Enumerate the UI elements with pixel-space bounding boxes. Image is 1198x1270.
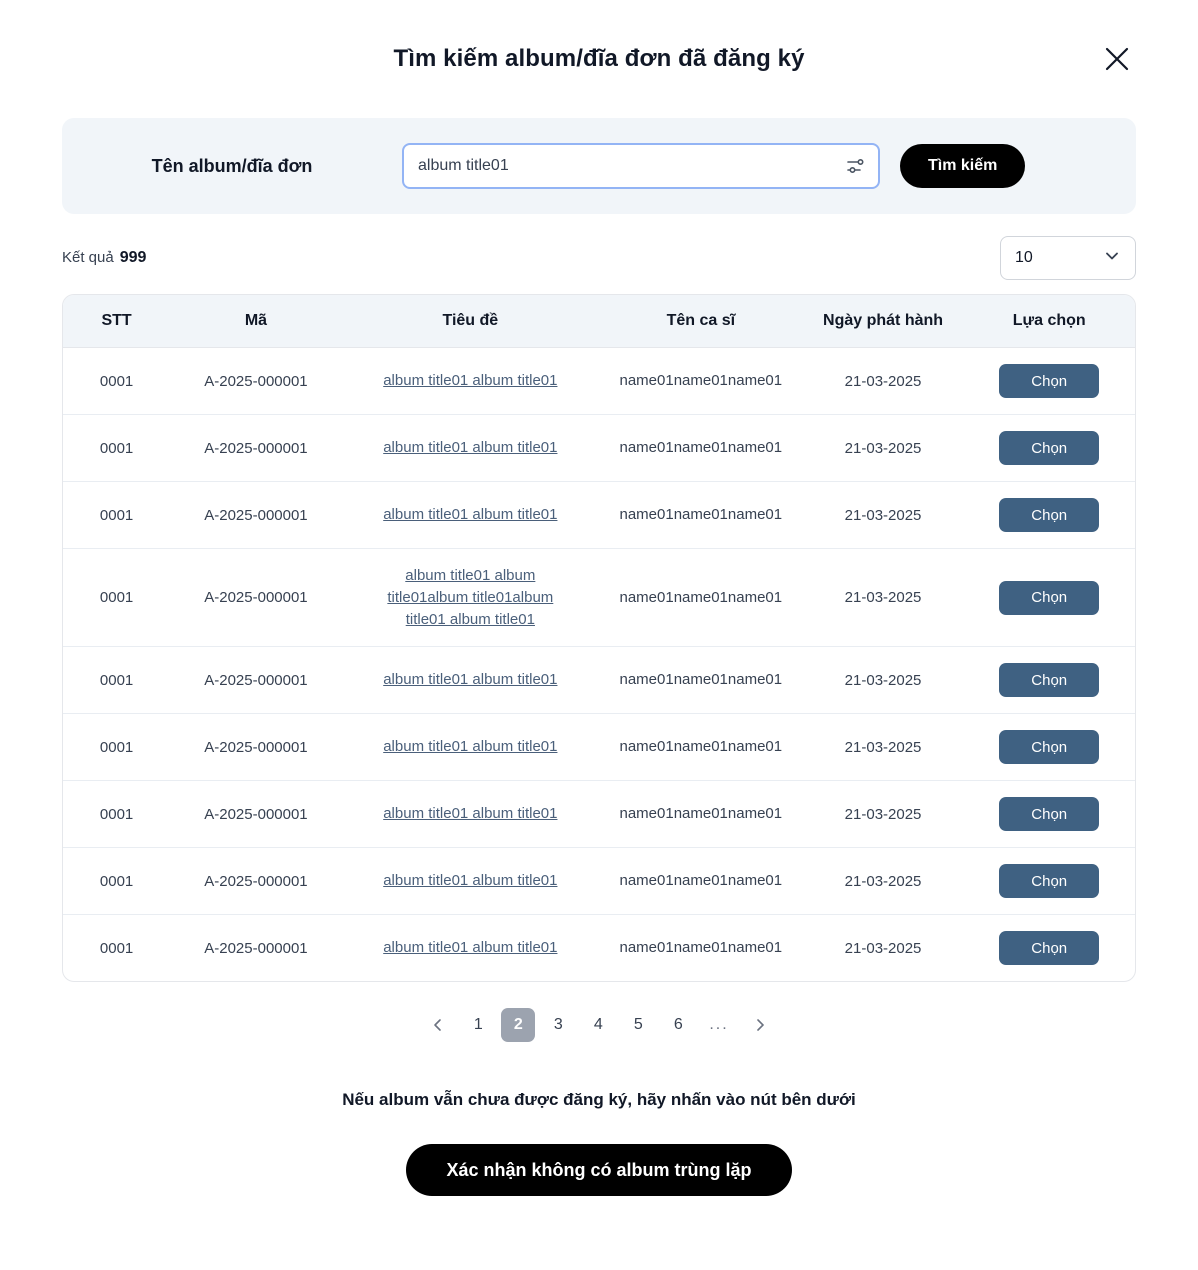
search-input-wrap — [402, 143, 880, 189]
cell-artist — [599, 482, 803, 549]
pagination-page-6[interactable]: 6 — [661, 1008, 695, 1042]
pagination — [0, 1008, 1198, 1042]
choose-button[interactable]: Chọn — [999, 797, 1099, 831]
page-size-select[interactable] — [1000, 236, 1136, 280]
results-label: Kết quả — [62, 249, 114, 266]
cell-title — [342, 415, 599, 482]
pagination-ellipsis: ... — [709, 1016, 729, 1034]
choose-button[interactable]: Chọn — [999, 730, 1099, 764]
cell-release-date: 21-03-2025 — [803, 647, 964, 714]
pagination-page-4[interactable]: 4 — [581, 1008, 615, 1042]
cell-code: A-2025-000001 — [170, 647, 342, 714]
results-bar — [62, 236, 1136, 280]
cell-title — [342, 781, 599, 848]
cell-title — [342, 714, 599, 781]
artist-text: name01name01name01 — [619, 506, 783, 524]
results-table — [63, 295, 1135, 981]
cell-release-date: 21-03-2025 — [803, 348, 964, 415]
table-header — [63, 295, 1135, 348]
cell-stt: 0001 — [63, 549, 170, 647]
cell-artist — [599, 549, 803, 647]
table-row — [63, 482, 1135, 549]
table-row — [63, 415, 1135, 482]
artist-text: name01name01name01 — [619, 872, 783, 890]
chevron-down-icon — [1103, 247, 1121, 270]
cell-title — [342, 915, 599, 982]
column-header-artist: Tên ca sĩ — [599, 295, 803, 348]
table-row — [63, 348, 1135, 415]
cell-release-date: 21-03-2025 — [803, 848, 964, 915]
cell-stt: 0001 — [63, 415, 170, 482]
title-link[interactable]: album title01 album title01 — [383, 738, 558, 756]
artist-text: name01name01name01 — [619, 588, 783, 606]
cell-stt: 0001 — [63, 647, 170, 714]
choose-button[interactable]: Chọn — [999, 581, 1099, 615]
title-link[interactable]: album title01 album title01 — [383, 439, 558, 457]
pagination-prev-icon[interactable] — [421, 1008, 455, 1042]
cell-stt: 0001 — [63, 915, 170, 982]
artist-text: name01name01name01 — [619, 671, 783, 689]
table-row — [63, 848, 1135, 915]
cell-code: A-2025-000001 — [170, 915, 342, 982]
cell-code: A-2025-000001 — [170, 348, 342, 415]
results-number: 999 — [119, 249, 147, 266]
cell-title — [342, 549, 599, 647]
choose-button[interactable]: Chọn — [999, 663, 1099, 697]
cell-title — [342, 482, 599, 549]
cell-artist — [599, 915, 803, 982]
cell-code: A-2025-000001 — [170, 781, 342, 848]
pagination-page-2[interactable]: 2 — [501, 1008, 535, 1042]
cell-title — [342, 348, 599, 415]
cell-code: A-2025-000001 — [170, 848, 342, 915]
choose-button[interactable]: Chọn — [999, 498, 1099, 532]
choose-button[interactable]: Chọn — [999, 364, 1099, 398]
pagination-page-1[interactable]: 1 — [461, 1008, 495, 1042]
cell-artist — [599, 415, 803, 482]
artist-text: name01name01name01 — [619, 805, 783, 823]
pagination-next-icon[interactable] — [743, 1008, 777, 1042]
column-header-title: Tiêu đề — [342, 295, 599, 348]
cell-release-date: 21-03-2025 — [803, 714, 964, 781]
cell-title — [342, 848, 599, 915]
table-header-row — [63, 295, 1135, 348]
pagination-page-3[interactable]: 3 — [541, 1008, 575, 1042]
artist-text: name01name01name01 — [619, 439, 783, 457]
table-row — [63, 549, 1135, 647]
cell-code: A-2025-000001 — [170, 714, 342, 781]
cell-stt: 0001 — [63, 482, 170, 549]
cell-action — [963, 647, 1135, 714]
confirm-wrap — [0, 1144, 1198, 1196]
search-panel — [62, 118, 1136, 214]
cell-stt: 0001 — [63, 348, 170, 415]
title-link[interactable]: album title01 album title01 — [383, 805, 558, 823]
search-label: Tên album/đĩa đơn — [151, 155, 313, 176]
artist-text: name01name01name01 — [619, 372, 783, 390]
table-body — [63, 348, 1135, 982]
cell-action — [963, 714, 1135, 781]
cell-action — [963, 348, 1135, 415]
footer-note: Nếu album vẫn chưa được đăng ký, hãy nhấn vào nút bên dưới — [342, 1090, 856, 1110]
pagination-page-5[interactable]: 5 — [621, 1008, 655, 1042]
artist-text: name01name01name01 — [619, 738, 783, 756]
column-header-code: Mã — [170, 295, 342, 348]
cell-artist — [599, 714, 803, 781]
table-row — [63, 647, 1135, 714]
modal-header — [0, 0, 1198, 118]
close-icon[interactable] — [1098, 40, 1136, 78]
cell-code: A-2025-000001 — [170, 482, 342, 549]
choose-button[interactable]: Chọn — [999, 431, 1099, 465]
title-link[interactable]: album title01 album title01 — [383, 939, 558, 957]
cell-artist — [599, 781, 803, 848]
table-row — [63, 915, 1135, 982]
page-size-value: 10 — [1015, 249, 1033, 266]
cell-code: A-2025-000001 — [170, 549, 342, 647]
title-link[interactable]: album title01 album title01 — [383, 872, 558, 890]
title-link[interactable]: album title01 album title01album title01album title01 album title01 — [387, 567, 554, 628]
cell-release-date: 21-03-2025 — [803, 549, 964, 647]
confirm-no-duplicate-button[interactable]: Xác nhận không có album trùng lặp — [406, 1144, 791, 1196]
cell-artist — [599, 348, 803, 415]
cell-artist — [599, 848, 803, 915]
cell-release-date: 21-03-2025 — [803, 482, 964, 549]
cell-action — [963, 915, 1135, 982]
artist-text: name01name01name01 — [619, 939, 783, 957]
cell-title — [342, 647, 599, 714]
title-link[interactable]: album title01 album title01 — [383, 372, 558, 390]
title-link[interactable]: album title01 album title01 — [383, 506, 558, 524]
choose-button[interactable]: Chọn — [999, 864, 1099, 898]
cell-release-date: 21-03-2025 — [803, 415, 964, 482]
results-table-card — [62, 294, 1136, 982]
page-title: Tìm kiếm album/đĩa đơn đã đăng ký — [393, 45, 805, 72]
table-row — [63, 714, 1135, 781]
cell-stt: 0001 — [63, 781, 170, 848]
column-header-stt: STT — [63, 295, 170, 348]
cell-stt: 0001 — [63, 714, 170, 781]
cell-action — [963, 549, 1135, 647]
cell-action — [963, 415, 1135, 482]
cell-action — [963, 482, 1135, 549]
search-button[interactable]: Tìm kiếm — [900, 144, 1025, 188]
cell-release-date: 21-03-2025 — [803, 781, 964, 848]
filter-sliders-icon[interactable] — [846, 156, 866, 176]
choose-button[interactable]: Chọn — [999, 931, 1099, 965]
search-input[interactable] — [402, 143, 880, 189]
cell-action — [963, 848, 1135, 915]
cell-action — [963, 781, 1135, 848]
cell-artist — [599, 647, 803, 714]
results-count — [62, 249, 146, 267]
title-link[interactable]: album title01 album title01 — [383, 671, 558, 689]
cell-stt: 0001 — [63, 848, 170, 915]
column-header-action: Lựa chọn — [963, 295, 1135, 348]
table-row — [63, 781, 1135, 848]
column-header-release-date: Ngày phát hành — [803, 295, 964, 348]
cell-code: A-2025-000001 — [170, 415, 342, 482]
cell-release-date: 21-03-2025 — [803, 915, 964, 982]
